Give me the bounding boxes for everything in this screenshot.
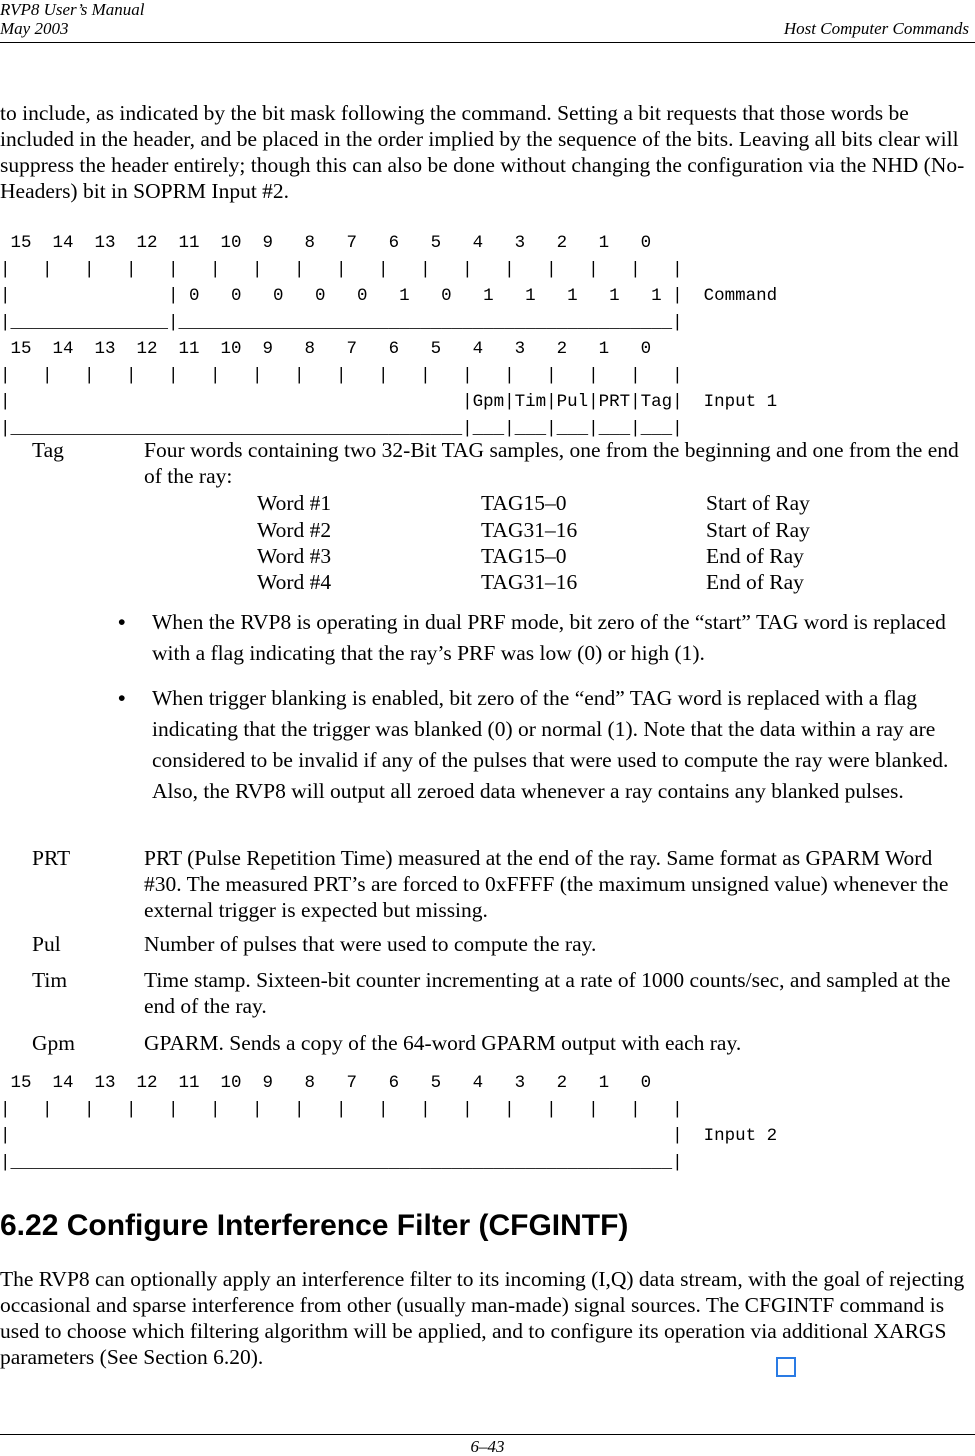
tag-word-position: End of Ray: [706, 570, 804, 594]
definition-pul: [0, 931, 975, 959]
definition-term: Gpm: [32, 1031, 75, 1055]
definition-prt: [0, 845, 975, 925]
command-bit-diagram: 15 14 13 12 11 10 9 8 7 6 5 4 3 2 1 0 | | | | | | | | | | | | | | | | | | | 0 0 0 0 0 1 0 1 1 1 1 1 | Command |_______________|_______________________________________________|: [0, 233, 778, 333]
definition-gpm: [0, 1030, 975, 1058]
definition-term: PRT: [32, 846, 71, 870]
definition-description: Time stamp. Sixteen-bit counter incrementing at a rate of 1000 counts/sec, and sampled at the end of the ray.: [144, 968, 951, 1018]
tag-word-row: [0, 517, 975, 543]
chapter-title: Host Computer Commands: [783, 19, 969, 38]
cursor-highlight-box: [776, 1357, 796, 1377]
definition-tag: [0, 437, 975, 491]
bullet-text: When the RVP8 is operating in dual PRF mode, bit zero of the “start” TAG word is replaced with a flag indicating that the ray’s PRF was low (0) or high (1).: [152, 610, 946, 665]
bullet-text: When trigger blanking is enabled, bit zero of the “end” TAG word is replaced with a flag indicating that the trigger was blanked (0) or normal (1). Note that the data within a ray are considered to be invalid if any of the pulses that were used to compute the ray were blanked. Also, the RVP8 will output all zeroed data whenever a ray contains any blanked pulses.: [152, 686, 949, 803]
manual-title: RVP8 User’s Manual: [0, 0, 145, 19]
bullet-symbol: •: [118, 610, 126, 634]
intro-paragraph: to include, as indicated by the bit mask following the command. Setting a bit requests that those words be included in the header, and be placed in the order implied by the sequence of the bits. Leaving all bits clear will suppress the header entirely; though this can also be done without changing the configuration via the NHD (No-Headers) bit in SOPRM Input #2.: [0, 101, 965, 203]
definition-term: Pul: [32, 932, 61, 956]
definition-tim: [0, 967, 975, 1021]
input1-bit-diagram: 15 14 13 12 11 10 9 8 7 6 5 4 3 2 1 0 | | | | | | | | | | | | | | | | | | |Gpm|Tim|Pul|PRT|Tag| Input 1 |___________________________________________|___|___|___|___|___|: [0, 339, 778, 439]
tag-word-label: Word #4: [257, 570, 332, 594]
tag-word-position: Start of Ray: [706, 491, 810, 515]
definition-term: Tag: [32, 438, 64, 462]
header-rule: [0, 42, 975, 43]
section-body: The RVP8 can optionally apply an interference filter to its incoming (I,Q) data stream, with the goal of rejecting occasional and sparse interference from other (usually man-made) signal sources. The CFGINTF command is used to choose which filtering algorithm will be applied, and to configure its operation via additional XARGS parameters (See Section 6.20).: [0, 1267, 965, 1369]
section-heading: 6.22 Configure Interference Filter (CFGINTF): [0, 1209, 629, 1242]
definition-description: Number of pulses that were used to compute the ray.: [144, 932, 597, 956]
footer-rule: [0, 1434, 975, 1435]
definition-description: PRT (Pulse Repetition Time) measured at the end of the ray. Same format as GPARM Word #30. The measured PRT’s are forced to 0xFFFF (the maximum unsigned value) whenever the external trigger is expected but missing.: [144, 846, 949, 922]
tag-word-bits: TAG31–16: [481, 570, 578, 594]
tag-word-row: [0, 490, 975, 516]
bullet-symbol: •: [118, 686, 126, 710]
tag-word-label: Word #1: [257, 491, 332, 515]
tag-word-label: Word #2: [257, 518, 332, 542]
tag-word-row: [0, 543, 975, 569]
tag-word-position: End of Ray: [706, 544, 804, 568]
tag-word-bits: TAG31–16: [481, 518, 578, 542]
tag-word-row: [0, 569, 975, 595]
page-number: 6–43: [470, 1437, 505, 1456]
tag-word-bits: TAG15–0: [481, 544, 567, 568]
input2-bit-diagram: 15 14 13 12 11 10 9 8 7 6 5 4 3 2 1 0 | | | | | | | | | | | | | | | | | | | Input 2 |_______________________________________________________________|: [0, 1073, 778, 1173]
tag-word-position: Start of Ray: [706, 518, 810, 542]
definition-description: Four words containing two 32-Bit TAG samples, one from the beginning and one from the end of the ray:: [144, 438, 959, 488]
definition-description: GPARM. Sends a copy of the 64-word GPARM output with each ray.: [144, 1031, 742, 1055]
tag-word-bits: TAG15–0: [481, 491, 567, 515]
tag-word-label: Word #3: [257, 544, 332, 568]
manual-date: May 2003: [0, 19, 69, 38]
running-header: [0, 0, 145, 38]
definition-term: Tim: [32, 968, 68, 992]
